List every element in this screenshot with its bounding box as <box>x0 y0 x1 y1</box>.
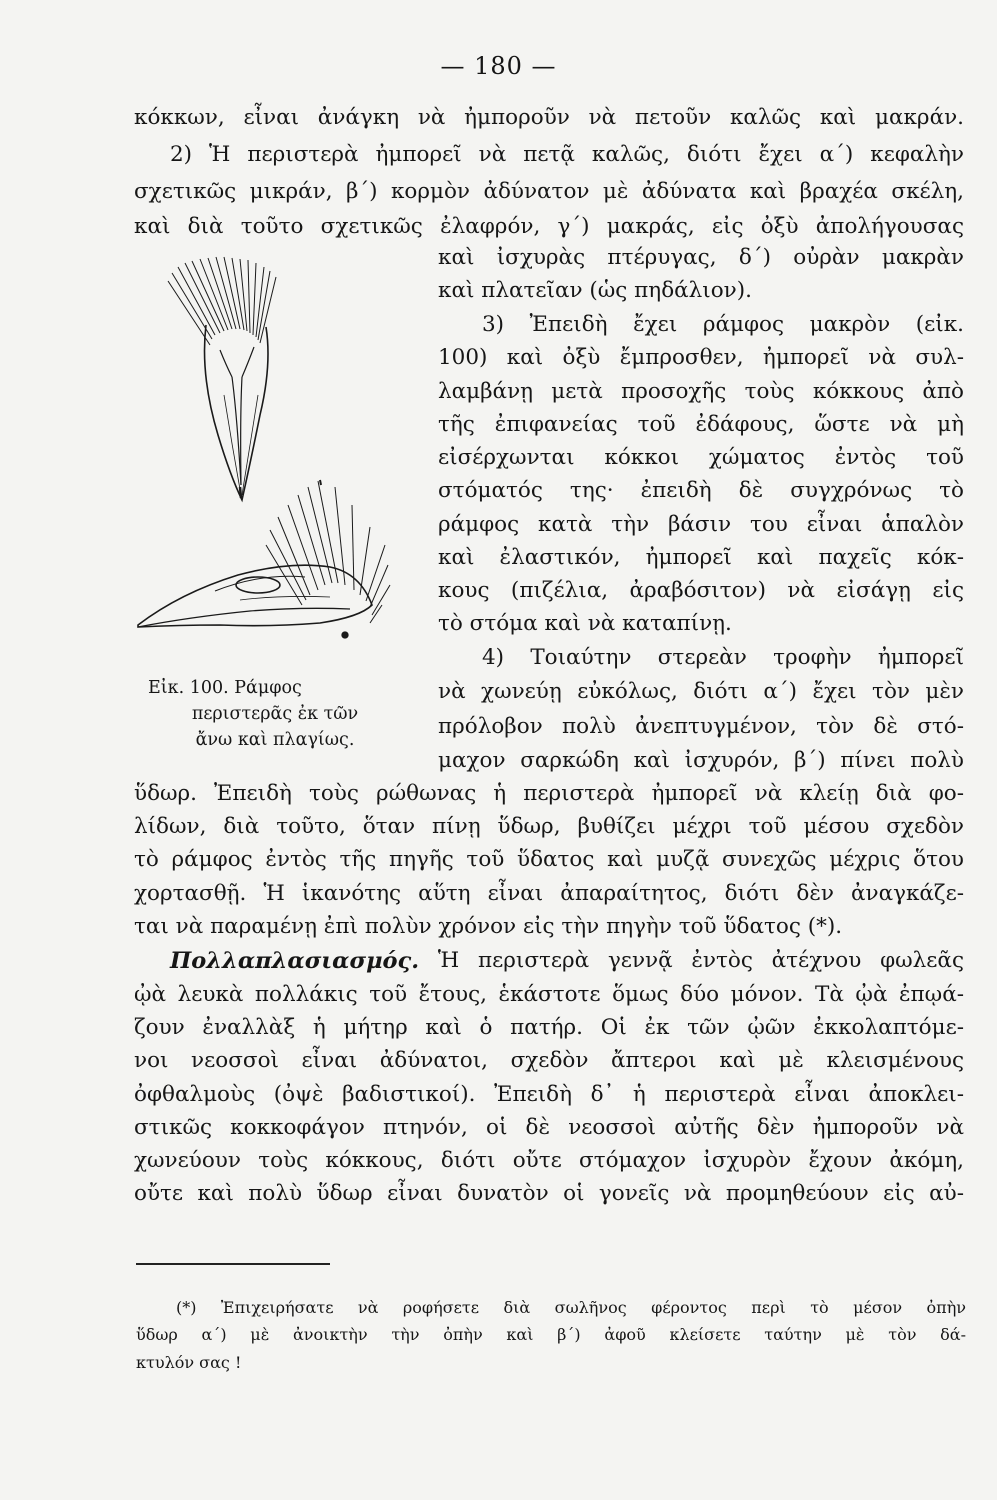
section-heading-continuation: Ἡ περιστερὰ γεννᾷ ἐντὸς ἀτέχνου φωλεᾶς <box>419 948 964 973</box>
text-line: κόκκων, εἶναι ἀνάγκη νὰ ἠμποροῦν νὰ πετοῦν καλῶς καὶ μακράν. <box>134 105 964 130</box>
footnote-divider <box>136 1263 330 1265</box>
text-line: καὶ ἰσχυρὰς πτέρυγας, δ΄) οὐρὰν μακρὰν <box>438 245 964 270</box>
section-heading-line <box>170 946 964 976</box>
text-line: χορτασθῇ. Ἡ ἱκανότης αὕτη εἶναι ἀπαραίτητος, διότι δὲν ἀναγκάζε- <box>134 881 964 906</box>
text-line: εἰσέρχωνται κόκκοι χώματος ἐντὸς τοῦ <box>438 445 964 470</box>
text-line: στικῶς κοκκοφάγον πτηνόν, οἱ δὲ νεοσσοὶ αὐτῆς δὲν ἠμποροῦν νὰ <box>134 1115 964 1140</box>
caption-line: περιστερᾶς ἐκ τῶν <box>191 704 359 724</box>
page-number: — 180 — <box>440 52 557 80</box>
text-line: τὸ στόμα καὶ νὰ καταπίνῃ. <box>438 611 732 636</box>
text-line: καὶ ἐλαστικόν, ἠμπορεῖ καὶ παχεῖς κόκ- <box>438 545 964 570</box>
pigeon-beak-illustration <box>120 255 420 675</box>
text-line: οὔτε καὶ πολὺ ὕδωρ εἶναι δυνατὸν οἱ γονεῖς νὰ προμηθεύουν εἰς αὐ- <box>134 1181 964 1206</box>
text-line: λίδων, διὰ τοῦτο, ὅταν πίνῃ ὕδωρ, βυθίζει μέχρι τοῦ μέσου σχεδὸν <box>134 814 964 839</box>
footnote-line: κτυλόν σας ! <box>136 1353 242 1372</box>
section-heading: Πολλαπλασιασμός. <box>170 948 420 974</box>
text-line: ται νὰ παραμένῃ ἐπὶ πολὺν χρόνον εἰς τὴν πηγὴν τοῦ ὕδατος (*). <box>134 914 843 939</box>
text-line: 4) Τοιαύτην στερεὰν τροφὴν ἠμπορεῖ <box>482 645 964 670</box>
text-line: σχετικῶς μικράν, β΄) κορμὸν ἀδύνατον μὲ ἀδύνατα καὶ βραχέα σκέλη, <box>134 179 964 204</box>
text-line: νὰ χωνεύῃ εὐκόλως, διότι α΄) ἔχει τὸν μὲν <box>438 679 964 704</box>
beak-side-view <box>138 480 390 638</box>
text-line: τὸ ράμφος ἐντὸς τῆς πηγῆς τοῦ ὕδατος καὶ μυζᾷ συνεχῶς μέχρις ὅτου <box>134 847 964 872</box>
text-line: 100) καὶ ὀξὺ ἔμπροσθεν, ἠμπορεῖ νὰ συλ- <box>438 345 964 370</box>
figure-caption <box>130 675 420 753</box>
text-line: κους (πιζέλια, ἀραβόσιτον) νὰ εἰσάγῃ εἰς <box>438 578 964 603</box>
text-line: τῆς ἐπιφανείας τοῦ ἐδάφους, ὥστε νὰ μὴ <box>438 412 964 437</box>
text-line: ὀφθαλμοὺς (ὀψὲ βαδιστικοί). Ἐπειδὴ δ᾽ ἡ περιστερὰ εἶναι ἀποκλει- <box>134 1082 964 1107</box>
text-line: χωνεύουν τοὺς κόκκους, διότι οὔτε στόμαχον ἰσχυρὸν ἔχουν ἀκόμη, <box>134 1148 964 1173</box>
text-line: καὶ διὰ τοῦτο σχετικῶς ἐλαφρόν, γ΄) μακράς, εἰς ὀξὺ ἀπολήγουσας <box>134 214 964 239</box>
beak-top-view <box>168 257 276 500</box>
text-line: μαχον σαρκώδη καὶ ἰσχυρόν, β΄) πίνει πολὺ <box>438 748 964 773</box>
text-line: καὶ πλατεῖαν (ὡς πηδάλιον). <box>438 278 752 303</box>
text-line: 3) Ἐπειδὴ ἔχει ράμφος μακρὸν (εἰκ. <box>482 312 964 337</box>
text-line: ζουν ἐναλλὰξ ἡ μήτηρ καὶ ὁ πατήρ. Οἱ ἐκ τῶν ᾠῶν ἐκκολαπτόμε- <box>134 1015 964 1040</box>
text-line: πρόλοβον πολὺ ἀνεπτυγμένον, τὸν δὲ στό- <box>438 714 964 739</box>
caption-line: ἄνω καὶ πλαγίως. <box>195 730 355 750</box>
caption-line: Εἰκ. 100. Ράμφος <box>148 678 302 698</box>
text-line: ὕδωρ. Ἐπειδὴ τοὺς ρώθωνας ἡ περιστερὰ ἠμπορεῖ νὰ κλείῃ διὰ φο- <box>134 781 964 806</box>
text-line: ᾠὰ λευκὰ πολλάκις τοῦ ἔτους, ἑκάστοτε ὅμως δύο μόνον. Τὰ ᾠὰ ἐπῳά- <box>134 982 964 1007</box>
text-line: νοι νεοσσοὶ εἶναι ἀδύνατοι, σχεδὸν ἄπτεροι καὶ μὲ κλεισμένους <box>134 1048 964 1073</box>
text-line: ράμφος κατὰ τὴν βάσιν του εἶναι ἁπαλὸν <box>438 512 964 537</box>
footnote-line: (*) Ἐπιχειρήσατε νὰ ροφήσετε διὰ σωλῆνος φέροντος περὶ τὸ μέσον ὀπὴν <box>176 1298 966 1317</box>
text-line: λαμβάνῃ μετὰ προσοχῆς τοὺς κόκκους ἀπὸ <box>438 379 964 404</box>
text-line: στόματός της· ἐπειδὴ δὲ συγχρόνως τὸ <box>438 478 964 503</box>
text-line: 2) Ἡ περιστερὰ ἠμπορεῖ νὰ πετᾷ καλῶς, διότι ἔχει α΄) κεφαλὴν <box>170 142 964 167</box>
footnote-line: ὕδωρ α΄) μὲ ἀνοικτὴν τὴν ὀπὴν καὶ β΄) ἀφοῦ κλείσετε ταύτην μὲ τὸν δά- <box>136 1325 966 1344</box>
